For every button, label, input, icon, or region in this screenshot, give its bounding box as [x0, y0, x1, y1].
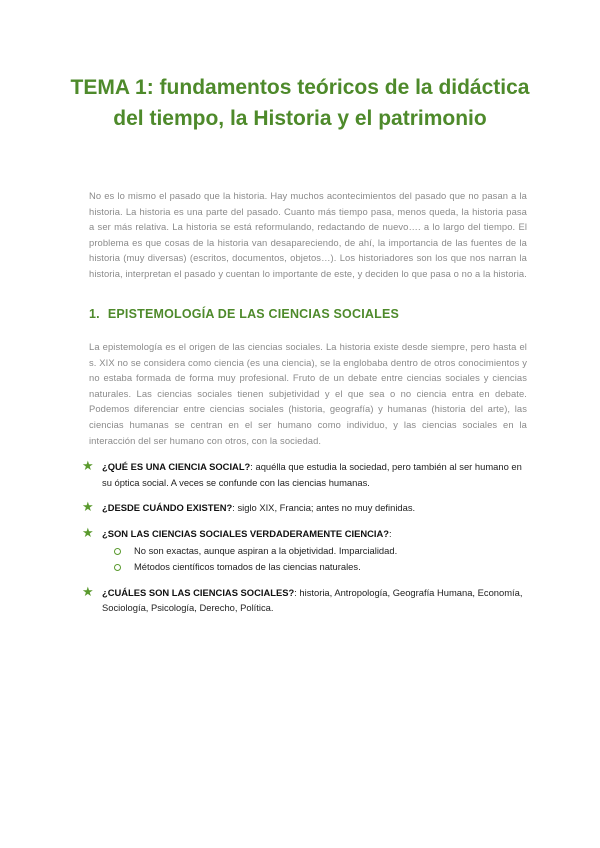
document-title: TEMA 1: fundamentos teóricos de la didáctica del tiempo, la Historia y el patrimonio: [70, 76, 530, 130]
section-heading: [89, 307, 399, 321]
circle-icon: [114, 564, 121, 571]
star-icon: ★: [82, 458, 94, 473]
bullet-text: :: [389, 527, 392, 539]
bullet-list: [82, 459, 532, 626]
sub-bullet-list: [114, 543, 532, 574]
section-paragraph: La epistemología es el origen de las ciencias sociales. La historia existe desde siempre, pero hasta el s. XIX no se considera como ciencia (es una ciencia), se la englobaba dentro de otros conocimientos y no estaba formada de forma muy profesional. Fruto de un debate entre ciencias sociales y ciencias naturales. Las ciencias sociales tienen subjetividad y el que sea o no ciencia entra en debate. Podemos diferenciar entre ciencias sociales (historia, geografía) y humanas (historia del arte), las ciencias humanas se centran en el ser humano como individuo, y las ciencias sociales en la interacción del ser humano con otros, con la sociedad.: [89, 341, 527, 446]
bullet-label: ¿CUÁLES SON LAS CIENCIAS SOCIALES?: [102, 586, 295, 598]
sub-bullet-text: No son exactas, aunque aspiran a la objetividad. Imparcialidad.: [134, 545, 398, 557]
star-icon: ★: [82, 524, 94, 540]
bullet-label: ¿QUÉ ES UNA CIENCIA SOCIAL?: [102, 461, 251, 472]
circle-icon: [114, 548, 121, 555]
section-title: EPISTEMOLOGÍA DE LAS CIENCIAS SOCIALES: [107, 307, 400, 321]
bullet-item: [82, 500, 532, 516]
bullet-item: [82, 526, 532, 575]
bullet-text: : historia, Antropología, Geografía Humana, Economía, Sociología, Psicología, Derecho, Política.: [102, 586, 523, 614]
sub-bullet-text: Métodos científicos tomados de las ciencias naturales.: [134, 560, 361, 572]
bullet-label: ¿DESDE CUÁNDO EXISTEN?: [102, 502, 233, 514]
bullet-item: [82, 585, 532, 616]
bullet-text: : siglo XIX, Francia; antes no muy definidas.: [232, 502, 416, 514]
bullet-item: [82, 459, 532, 490]
intro-paragraph: No es lo mismo el pasado que la historia. Hay muchos acontecimientos del pasado que no pasan a la historia. La historia es una parte del pasado. Cuanto más tiempo pasa, menos queda, la historia pasa a ser más relativa. La historia se está reformulando, redactando de nuevo…. a lo largo del tiempo. El problema es que cosas de la historia van desapareciendo, de ahí, la importancia de las fuentes de la historia (muy diversas) (escritos, documentos, objetos…). Los historiadores son los que nos narran la historia, interpretan el pasado y cuentan lo importante de este, y deciden lo que pasa o no a la historia.: [89, 190, 527, 279]
star-icon: ★: [82, 583, 94, 599]
sub-bullet-item: [114, 559, 532, 575]
sub-bullet-item: [114, 543, 532, 559]
bullet-text: : aquélla que estudia la sociedad, pero también al ser humano en su óptica social. A veces se confunde con las ciencias humanas.: [102, 461, 522, 488]
star-icon: ★: [82, 499, 94, 515]
section-number: 1.: [89, 307, 100, 321]
bullet-label: ¿SON LAS CIENCIAS SOCIALES VERDADERAMENTE CIENCIA?: [102, 527, 389, 539]
